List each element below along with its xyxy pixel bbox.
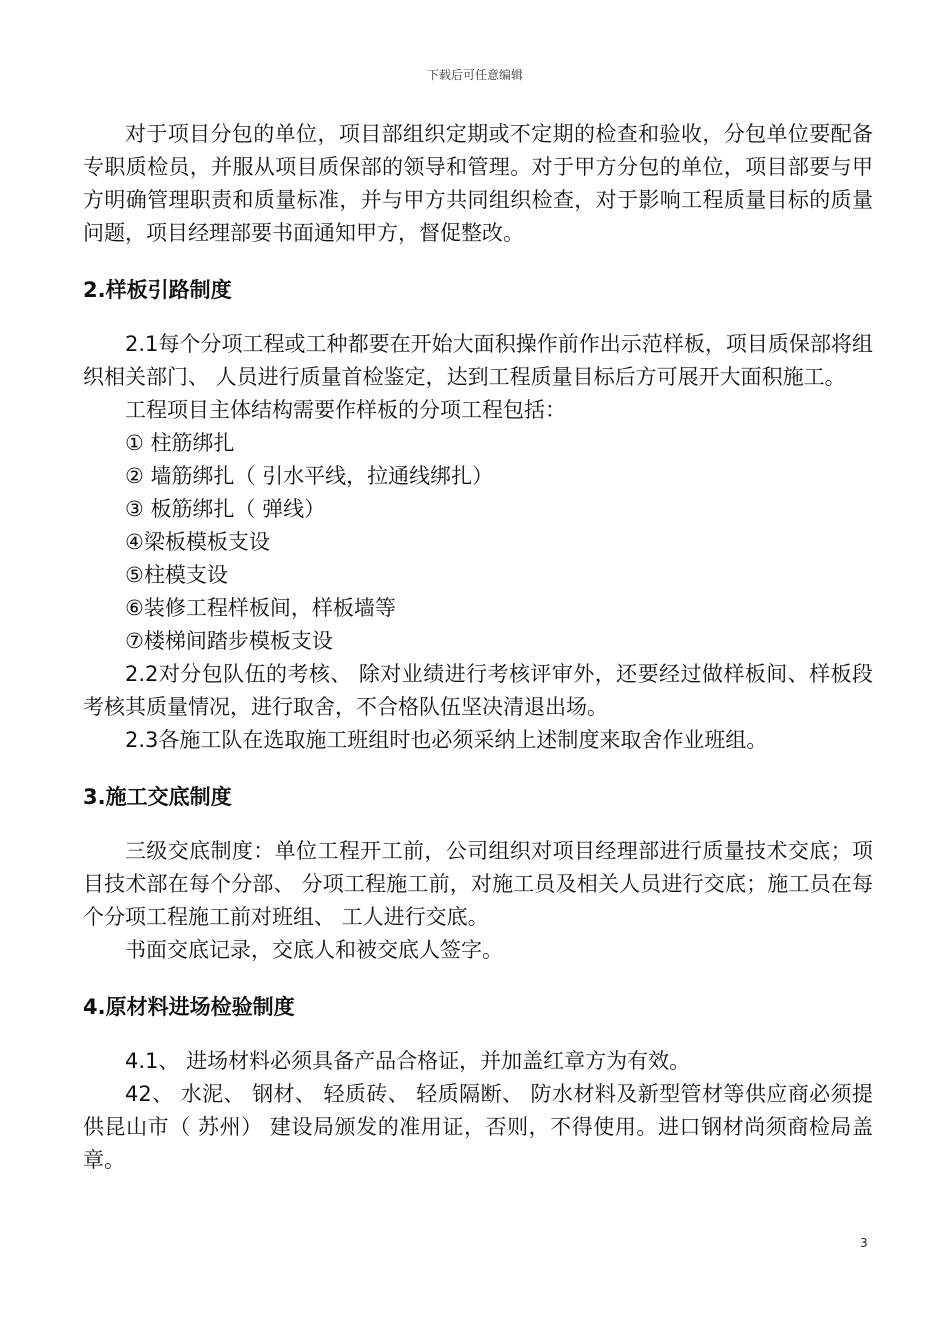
intro-paragraph: 对于项目分包的单位，项目部组织定期或不定期的检查和验收，分包单位要配备专职质检员，并服从项目质保部的领导和管理。对于甲方分包的单位，项目部要与甲方明确管理职责和质量标准，并与甲方共同组织检查，对于影响工程质量目标的质量问题，项目经理部要书面通知甲方，督促整改。	[83, 122, 873, 245]
section-4-paragraph-1: 4.1、 进场材料必须具备产品合格证，并加盖红章方为有效。	[125, 1049, 691, 1073]
spacer	[83, 814, 873, 835]
section-2-paragraph-1: 2.1每个分项工程或工种都要在开始大面积操作前作出示范样板，项目质保部将组织相关部门、 人员进行质量首检鉴定，达到工程质量目标后方可展开大面积施工。	[83, 332, 873, 389]
page-header: 下载后可任意编辑	[426, 68, 523, 82]
spacer	[83, 1024, 873, 1045]
section-2-heading: 2.样板引路制度	[83, 278, 232, 302]
list-item: ① 柱筋绑扎	[125, 431, 235, 455]
section-4-heading: 4.原材料进场检验制度	[83, 995, 295, 1019]
list-item: ⑤柱模支设	[125, 563, 228, 587]
section-2-paragraph-2: 工程项目主体结构需要作样板的分项工程包括：	[125, 398, 566, 422]
section-2-paragraph-4: 2.3各施工队在选取施工班组时也必须采纳上述制度来取舍作业班组。	[125, 728, 768, 752]
spacer	[83, 307, 873, 328]
list-item: ⑥装修工程样板间，样板墙等	[125, 596, 396, 620]
spacer	[83, 757, 873, 781]
list-item: ④梁板模板支设	[125, 530, 270, 554]
page-number: 3	[860, 1236, 868, 1250]
section-3-heading: 3.施工交底制度	[83, 785, 232, 809]
spacer	[83, 250, 873, 274]
section-3-paragraph-2: 书面交底记录，交底人和被交底人签字。	[125, 938, 503, 962]
document-body	[83, 118, 873, 1177]
spacer	[83, 967, 873, 991]
section-2-paragraph-3: 2.2对分包队伍的考核、 除对业绩进行考核评审外，还要经过做样板间、样板段考核其质量情况，进行取舍，不合格队伍坚决清退出场。	[83, 662, 873, 719]
list-item: ⑦楼梯间踏步模板支设	[125, 629, 333, 653]
list-item: ③ 板筋绑扎（ 弹线）	[125, 497, 326, 521]
section-4-paragraph-2: 42、 水泥、 钢材、 轻质砖、 轻质隔断、 防水材料及新型管材等供应商必须提供昆山市（ 苏州） 建设局颁发的准用证，否则，不得使用。进口钢材尚须商检局盖章。	[83, 1082, 873, 1172]
list-item: ② 墙筋绑扎（ 引水平线，拉通线绑扎）	[125, 464, 494, 488]
section-3-paragraph-1: 三级交底制度：单位工程开工前，公司组织对项目经理部进行质量技术交底；项目技术部在每个分部、 分项工程施工前，对施工员及相关人员进行交底；施工员在每个分项工程施工前对班组、 工人进行交底。	[83, 839, 873, 929]
